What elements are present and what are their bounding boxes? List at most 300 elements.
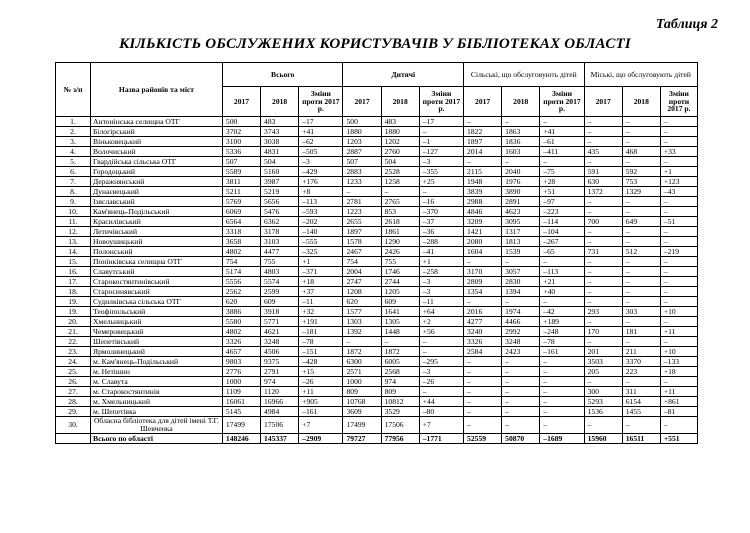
table-row [56,337,698,347]
table-row [56,277,698,287]
row-value: 16966 [261,397,299,407]
row-value: 3987 [261,177,299,187]
row-name: м. Нетішин [91,367,223,377]
row-value: – [584,277,622,287]
row-value: 17506 [261,417,299,434]
row-number: 11. [56,217,91,227]
row-value: – [540,407,584,417]
row-value: 609 [381,297,419,307]
row-value: 500 [343,117,381,127]
row-value: 2423 [502,347,540,357]
row-value: 5556 [222,277,260,287]
row-value: – [540,377,584,387]
row-value: 2765 [381,197,419,207]
row-value: 1976 [502,177,540,187]
row-value: 2791 [261,367,299,377]
row-value: – [502,367,540,377]
row-value: +41 [540,127,584,137]
row-name: Кам'янець-Подільський [91,207,223,217]
table-row [56,297,698,307]
row-value: –267 [540,237,584,247]
row-value: 3100 [222,137,260,147]
row-value: 2016 [464,307,502,317]
row-value: –80 [419,407,463,417]
row-number: 21. [56,327,91,337]
row-number: 16. [56,267,91,277]
table-row [56,317,698,327]
row-number: 18. [56,287,91,297]
row-value: –202 [299,217,343,227]
row-value: 5574 [261,277,299,287]
row-value: 2040 [502,167,540,177]
row-value: –41 [419,247,463,257]
row-number: 22. [56,337,91,347]
row-value: 1000 [343,377,381,387]
table-row [56,197,698,207]
row-value: –555 [299,237,343,247]
row-value: – [584,237,622,247]
table-row [56,377,698,387]
row-value: –17 [419,117,463,127]
row-name: м. Хмельницький [91,397,223,407]
row-name: Хмельницький [91,317,223,327]
row-value: 1354 [464,287,502,297]
row-name: Славутський [91,267,223,277]
row-value: 4466 [502,317,540,327]
row-value: 205 [584,367,622,377]
table-row [56,287,698,297]
row-value: +44 [419,397,463,407]
row-value: –26 [299,377,343,387]
row-value: –3 [419,277,463,287]
row-value: –78 [540,337,584,347]
row-name: Волочиський [91,147,223,157]
table-number-tag: Таблиця 2 [655,17,718,32]
row-value: 2655 [343,217,381,227]
row-value: 10768 [343,397,381,407]
row-value: – [584,297,622,307]
row-value: 4277 [464,317,502,327]
row-value: +51 [540,187,584,197]
table-row [56,387,698,397]
row-number: 25. [56,367,91,377]
row-value: 3839 [464,187,502,197]
row-value: – [622,137,660,147]
row-value: 300 [584,387,622,397]
row-value: +41 [299,127,343,137]
row-value: – [381,337,419,347]
row-value: 1897 [343,227,381,237]
row-value: 3743 [261,127,299,137]
row-value: – [343,187,381,197]
row-name: Обласна бібліотека для дітей імені Т.Г. Шевченка [91,417,223,434]
row-value: 468 [622,147,660,157]
row-value: +1 [660,167,697,177]
row-value: 3170 [464,267,502,277]
row-value: 1897 [464,137,502,147]
table-row [56,407,698,417]
total-value: –2909 [299,433,343,443]
row-value: 4803 [261,267,299,277]
total-value: 16511 [622,433,660,443]
row-value: 1872 [343,347,381,357]
row-number: 6. [56,167,91,177]
row-value: –248 [540,327,584,337]
row-value: 1822 [464,127,502,137]
row-value: – [622,317,660,327]
row-value: 181 [622,327,660,337]
row-value: 609 [261,297,299,307]
row-value: 2744 [381,277,419,287]
row-number: 5. [56,157,91,167]
row-value: 1813 [502,237,540,247]
total-value: 148246 [222,433,260,443]
row-value: – [622,287,660,297]
row-number: 23. [56,347,91,357]
header-group-children: Дитячі [343,63,464,87]
row-number: 2. [56,127,91,137]
row-value: 1000 [222,377,260,387]
row-value: 3326 [222,337,260,347]
row-number: 3. [56,137,91,147]
row-value: – [464,157,502,167]
row-value: – [660,207,697,217]
row-value: 2781 [343,197,381,207]
row-value: 9375 [261,357,299,367]
row-value: 507 [343,157,381,167]
row-value: 504 [261,157,299,167]
row-value: 1258 [381,177,419,187]
row-value: 753 [622,177,660,187]
table-row [56,117,698,127]
row-value: +64 [419,307,463,317]
row-value: 1536 [584,407,622,417]
row-value: –140 [299,227,343,237]
row-value: –113 [540,267,584,277]
row-value: – [464,397,502,407]
row-value: –429 [299,167,343,177]
row-value: 2776 [222,367,260,377]
row-value: 4831 [261,147,299,157]
row-value: –295 [419,357,463,367]
row-value: – [502,397,540,407]
row-value: – [660,297,697,307]
row-value: – [584,207,622,217]
row-value: – [343,337,381,347]
row-value: – [660,227,697,237]
row-value: –3 [419,157,463,167]
row-value: +40 [540,287,584,297]
row-value: 311 [622,387,660,397]
row-value: – [584,287,622,297]
row-name: м. Шепетівка [91,407,223,417]
row-value: +176 [299,177,343,187]
row-value: 17499 [343,417,381,434]
header-sub-year-curr: 2018 [381,87,419,117]
row-value: +1 [299,257,343,267]
row-value: –17 [299,117,343,127]
header-group-urban: Міські, що обслуговують дітей [584,63,697,87]
header-sub-change: Зміни проти 2017 р. [660,87,697,117]
row-value: – [464,357,502,367]
row-value: – [660,237,697,247]
row-value: –37 [419,217,463,227]
row-value: 3529 [381,407,419,417]
row-number: 10. [56,207,91,217]
row-value: +18 [660,367,697,377]
row-value: 3178 [261,227,299,237]
row-number: 4. [56,147,91,157]
row-value: 1836 [502,137,540,147]
row-value: – [502,257,540,267]
row-value: +18 [299,277,343,287]
row-value: 2760 [381,147,419,157]
row-value: 4984 [261,407,299,417]
row-value: – [622,127,660,137]
row-value: 170 [584,327,622,337]
row-value: – [540,397,584,407]
row-value: 504 [381,157,419,167]
row-value: – [464,417,502,434]
row-value: – [584,117,622,127]
table-row [56,167,698,177]
row-value: –161 [299,407,343,417]
row-value: – [584,127,622,137]
row-value: – [502,117,540,127]
total-row-label: Всього по області [91,433,223,443]
row-value: 4657 [222,347,260,357]
row-value: – [464,387,502,397]
row-value: 16061 [222,397,260,407]
row-value: 3609 [343,407,381,417]
table-row [56,267,698,277]
row-value: +2 [419,317,463,327]
row-value: 2747 [343,277,381,287]
row-value: 1863 [502,127,540,137]
table-row [56,347,698,357]
row-value: –223 [540,207,584,217]
total-value: +551 [660,433,697,443]
row-value: –62 [299,137,343,147]
row-value: 1305 [381,317,419,327]
row-value: +8 [299,187,343,197]
row-name: Летичівський [91,227,223,237]
row-value: 5211 [222,187,260,197]
row-value: 3918 [261,307,299,317]
row-value: –371 [299,267,343,277]
row-value: –325 [299,247,343,257]
row-value: 17499 [222,417,260,434]
row-value: 1392 [343,327,381,337]
row-value: 1974 [502,307,540,317]
row-value: 620 [222,297,260,307]
row-value: 853 [381,207,419,217]
row-value: 4802 [222,247,260,257]
row-value: 1109 [222,387,260,397]
row-value: 1203 [343,137,381,147]
total-value: 77956 [381,433,419,443]
row-value: – [660,337,697,347]
row-number: 15. [56,257,91,267]
row-value: 1233 [343,177,381,187]
row-number: 24. [56,357,91,367]
row-value: – [622,197,660,207]
row-value: – [660,287,697,297]
row-value: 500 [222,117,260,127]
row-value: – [502,377,540,387]
row-name: Ярмолинецький [91,347,223,357]
header-sub-year-prev: 2017 [343,87,381,117]
total-value: –1771 [419,433,463,443]
row-value: –26 [419,377,463,387]
row-value: 1329 [622,187,660,197]
row-value: – [584,267,622,277]
row-value: – [622,207,660,217]
row-number: 19. [56,307,91,317]
row-value: – [622,157,660,167]
row-value: 512 [622,247,660,257]
row-value: – [584,337,622,347]
row-number: 12. [56,227,91,237]
row-value: 5293 [584,397,622,407]
row-value: 5769 [222,197,260,207]
row-value: – [622,227,660,237]
row-value: 755 [261,257,299,267]
row-value: +123 [660,177,697,187]
row-value: 1880 [343,127,381,137]
row-value: –161 [540,347,584,357]
row-value: 2004 [343,267,381,277]
table-row [56,327,698,337]
row-value: 6069 [222,207,260,217]
total-value: 79727 [343,433,381,443]
row-value: +11 [660,387,697,397]
row-value: 2887 [343,147,381,157]
row-value: 223 [622,367,660,377]
row-value: – [622,337,660,347]
header-group-rural: Сільські, що обслуговують дітей [464,63,585,87]
row-value: – [419,187,463,197]
row-value: 483 [381,117,419,127]
row-value: 3886 [222,307,260,317]
table-row [56,147,698,157]
row-value: 6154 [622,397,660,407]
row-value: –181 [299,327,343,337]
row-value: 1455 [622,407,660,417]
row-value: 809 [381,387,419,397]
table-row [56,357,698,367]
row-value: 2584 [464,347,502,357]
row-name: м. Славута [91,377,223,387]
header-sub-change: Зміни проти 2017 р. [299,87,343,117]
row-value: 2571 [343,367,381,377]
table-row [56,257,698,267]
header-sub-year-prev: 2017 [222,87,260,117]
row-value: – [660,267,697,277]
row-number: 14. [56,247,91,257]
header-sub-year-prev: 2017 [464,87,502,117]
row-value: –3 [419,367,463,377]
row-value: 974 [381,377,419,387]
total-value: 52559 [464,433,502,443]
total-value: –1689 [540,433,584,443]
row-value: 5336 [222,147,260,157]
row-number: 1. [56,117,91,127]
row-name: Дунаєвецький [91,187,223,197]
row-value: +15 [299,367,343,377]
header-sub-year-prev: 2017 [584,87,622,117]
total-value: 50870 [502,433,540,443]
row-value: –51 [660,217,697,227]
row-value: –370 [419,207,463,217]
row-value: 211 [622,347,660,357]
row-value: – [381,187,419,197]
row-value: 293 [584,307,622,317]
row-number: 30. [56,417,91,434]
row-value: 2891 [502,197,540,207]
row-value: –36 [419,227,463,237]
row-value: 754 [343,257,381,267]
row-value: –3 [299,157,343,167]
row-value: 3326 [464,337,502,347]
row-value: – [502,357,540,367]
row-value: 2115 [464,167,502,177]
row-value: 1641 [381,307,419,317]
row-value: – [540,367,584,377]
row-value: –11 [419,297,463,307]
row-value: 592 [622,167,660,177]
row-value: – [584,377,622,387]
row-value: +189 [540,317,584,327]
row-value: 2528 [381,167,419,177]
row-value: 1290 [381,237,419,247]
row-value: +1 [419,257,463,267]
row-value: 2988 [464,197,502,207]
row-value: –65 [540,247,584,257]
row-value: 2618 [381,217,419,227]
row-value: 4802 [222,327,260,337]
row-value: 1746 [381,267,419,277]
row-value: –219 [660,247,697,257]
row-value: – [622,277,660,287]
row-value: 620 [343,297,381,307]
row-value: – [584,197,622,207]
row-value: –113 [299,197,343,207]
row-name: Старосинявський [91,287,223,297]
row-value: 1539 [502,247,540,257]
header-sub-year-curr: 2018 [502,87,540,117]
row-value: +7 [419,417,463,434]
row-value: 6362 [261,217,299,227]
row-value: 754 [222,257,260,267]
row-value: – [540,257,584,267]
row-value: 1317 [502,227,540,237]
row-value: 5771 [261,317,299,327]
row-name: м. Старокостянтинів [91,387,223,397]
row-value: –97 [540,197,584,207]
row-name: Судилківська сільська ОТГ [91,297,223,307]
row-value: 507 [222,157,260,167]
row-value: 1223 [343,207,381,217]
row-value: – [502,387,540,397]
page-title: КІЛЬКІСТЬ ОБСЛУЖЕНИХ КОРИСТУВАЧІВ У БІБЛІОТЕКАХ ОБЛАСТІ [119,36,631,52]
row-value: 1303 [343,317,381,327]
row-value: 2599 [261,287,299,297]
row-value: +32 [299,307,343,317]
row-value: 303 [622,307,660,317]
table-row [56,307,698,317]
table-row [56,217,698,227]
